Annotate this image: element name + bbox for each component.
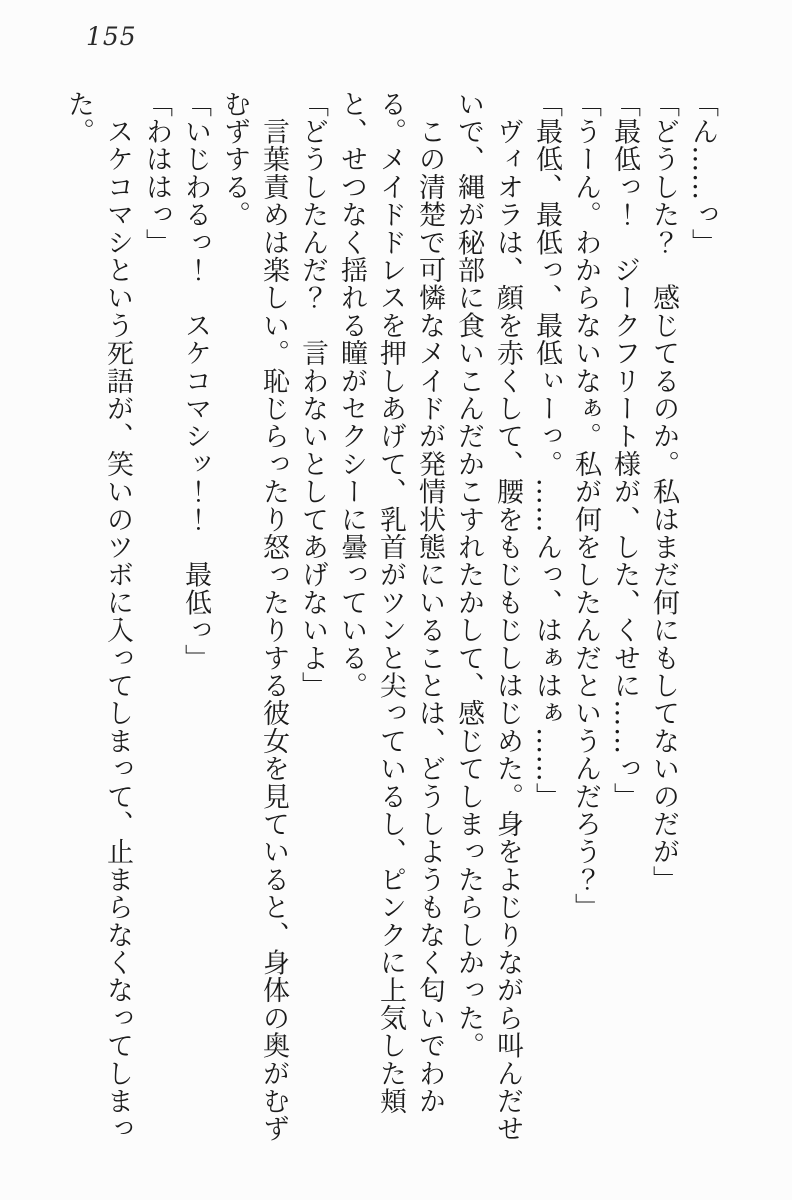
page-text	[59, 90, 722, 1144]
narration-paragraph: ヴィオラは、顔を赤くして、腰をもじもじしはじめた。身をよじりながら叫んだせいで、縄が秘部に食いこんだかこすれたかして、感じてしまったらしかった。	[453, 90, 523, 1143]
dialogue-line: 「最低、最低っ、最低ぃーっ。……んっ、はぁはぁ……」	[531, 90, 562, 811]
narration-paragraph: スケコマシという死語が、笑いのツボに入ってしまって、止まらなくなってしまった。	[63, 90, 133, 1143]
page-number: 155	[86, 22, 137, 51]
narration-paragraph: 言葉責めは楽しい。恥じらったり怒ったりする彼女を見ていると、身体の奥がむずむずする。	[219, 90, 289, 1143]
dialogue-line: 「どうした？ 感じてるのか。私はまだ何にもしてないのだが」	[648, 90, 679, 894]
dialogue-line: 「最低っ！ ジークフリート様が、した、くせに……っ」	[609, 90, 640, 811]
dialogue-line: 「どうしたんだ？ 言わないとしてあげないよ」	[297, 90, 328, 700]
dialogue-line: 「いじわるっ！ スケコマシッ！！ 最低っ」	[180, 90, 211, 672]
dialogue-line: 「うーん。わからないなぁ。私が何をしたんだというんだろう？」	[570, 90, 601, 921]
narration-paragraph: この清楚で可憐なメイドが発情状態にいることは、どうしようもなく匂いでわかる。メイドドレスを押しあげて、乳首がツンと尖っているし、ピンクに上気した頬と、せつなく揺れる瞳がセクシーに曇っている。	[336, 90, 445, 1115]
dialogue-line: 「わははっ」	[141, 90, 172, 257]
dialogue-line: 「ん……っ」	[687, 90, 718, 257]
